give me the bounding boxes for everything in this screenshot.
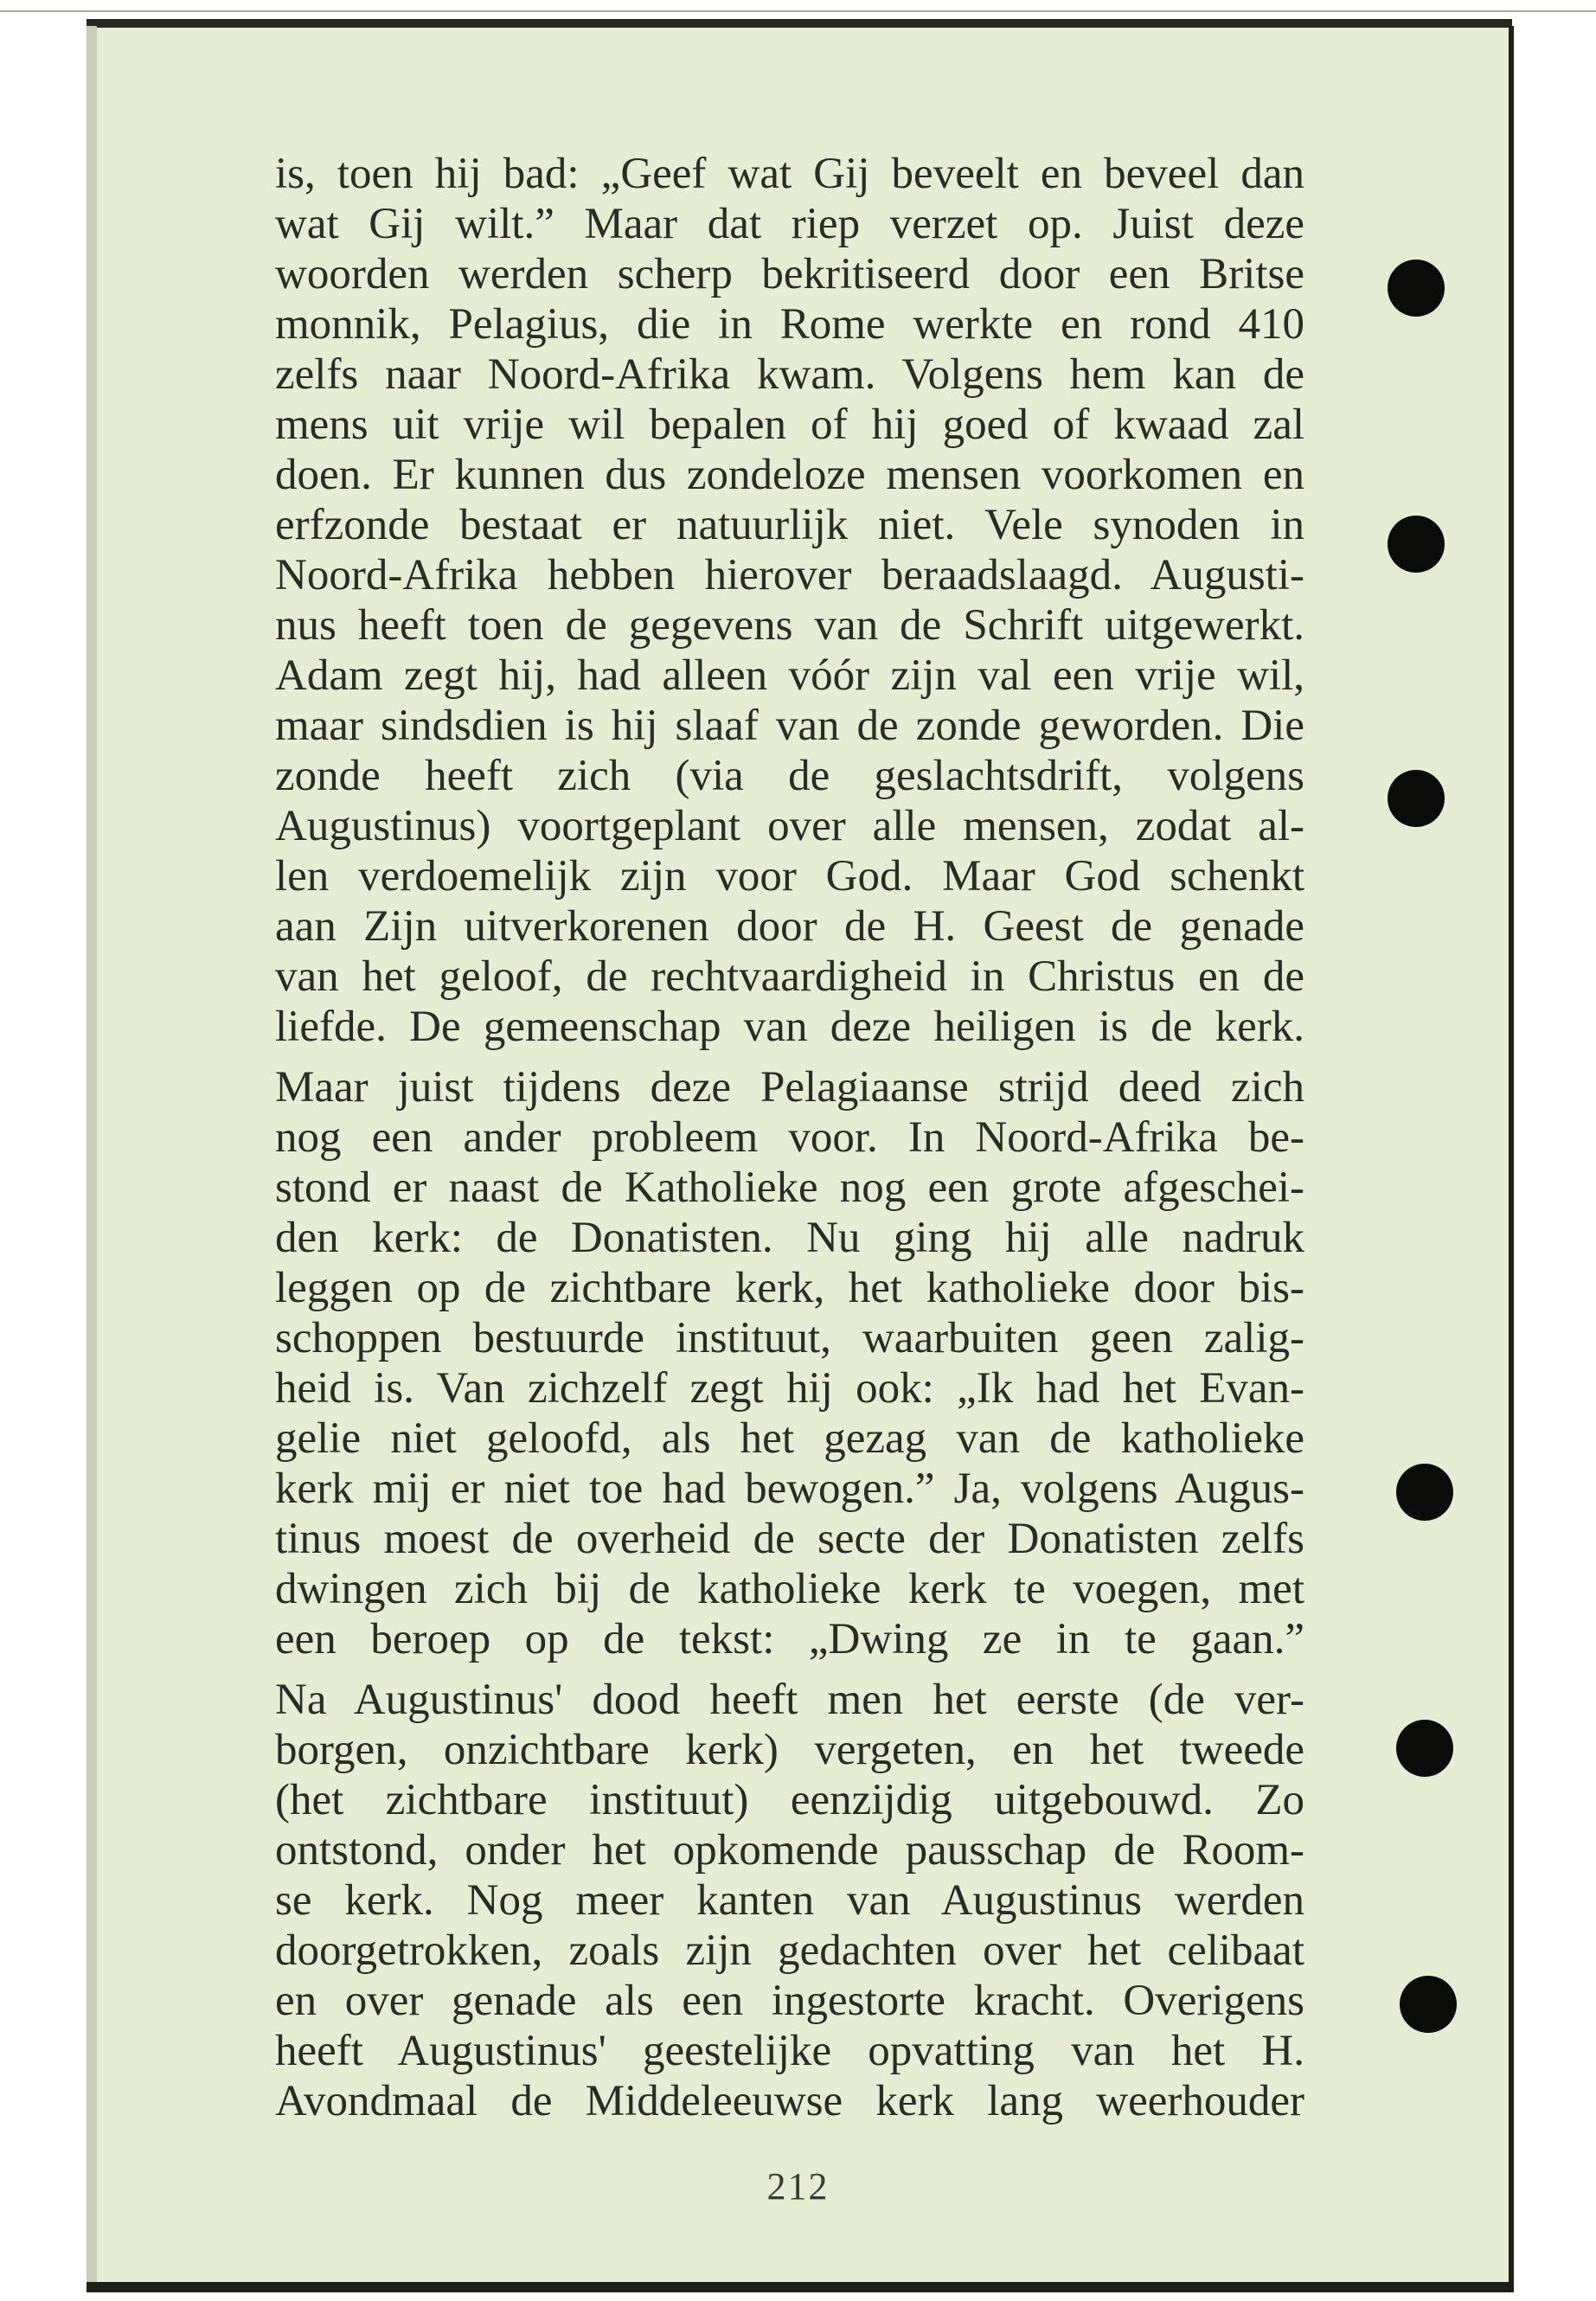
paragraph-3: Na Augustinus' dood heeft men het eerste (de ver- borgen, onzichtbare kerk) vergeten, en het tweede (het zichtbare instituut) eenzijdig uitgebouwd. Zo ontstond, onder het opkomende pausschap de Room- se kerk. Nog meer kanten van Augustinus werden doorgetrokken, zoals zijn gedachten over het celibaat en over genade als een ingestorte kracht. Overigens heeft Augustinus' geestelijke opvatting van het H. Avondmaal de Middeleeuwse kerk lang weerhouder bbox=[275, 1676, 1304, 2125]
punch-hole bbox=[1388, 516, 1445, 573]
page-bottom-edge bbox=[87, 2282, 1514, 2292]
paragraph-2: Maar juist tijdens deze Pelagiaanse strijd deed zich nog een ander probleem voor. In Noord-Afrika be- stond er naast de Katholieke nog een grote afgeschei- den kerk: de Donatisten. Nu ging hij alle nadruk leggen op de zichtbare kerk, het katholieke door bis- schoppen bestuurde instituut, waarbuiten geen zalig- heid is. Van zichzelf zegt hij ook: „Ik had het Evan- gelie niet geloofd, als het gezag van de katholieke kerk mij er niet toe had bewogen.” Ja, volgens Augus- tinus moest de overheid de secte der Donatisten zelfs dwingen zich bij de katholieke kerk te voegen, met een beroep op de tekst: „Dwing ze in te gaan.” bbox=[275, 1063, 1304, 1663]
punch-hole bbox=[1396, 1464, 1453, 1521]
punch-hole bbox=[1388, 770, 1445, 827]
scan-top-line bbox=[0, 10, 1596, 12]
page-right-edge bbox=[1509, 26, 1514, 2292]
punch-hole bbox=[1388, 260, 1445, 317]
body-text bbox=[275, 149, 1304, 2126]
punch-hole bbox=[1396, 1720, 1453, 1777]
page-left-edge bbox=[87, 26, 97, 2292]
punch-hole bbox=[1400, 1976, 1457, 2033]
page-top-edge bbox=[87, 19, 1512, 28]
page-number: 212 bbox=[766, 2165, 830, 2208]
paragraph-1: is, toen hij bad: „Geef wat Gij beveelt en beveel dan wat Gij wilt.” Maar dat riep verzet op. Juist deze woorden werden scherp bekritiseerd door een Britse monnik, Pelagius, die in Rome werkte en rond 410 zelfs naar Noord-Afrika kwam. Volgens hem kan de mens uit vrije wil bepalen of hij goed of kwaad zal doen. Er kunnen dus zondeloze mensen voorkomen en erfzonde bestaat er natuurlijk niet. Vele synoden in Noord-Afrika hebben hierover beraadslaagd. Augusti- nus heeft toen de gegevens van de Schrift uitgewerkt. Adam zegt hij, had alleen vóór zijn val een vrije wil, maar sindsdien is hij slaaf van de zonde geworden. Die zonde heeft zich (via de geslachtsdrift, volgens Augustinus) voortgeplant over alle mensen, zodat al- len verdoemelijk zijn voor God. Maar God schenkt aan Zijn uitverkorenen door de H. Geest de genade van het geloof, de rechtvaardigheid in Christus en de liefde. De gemeenschap van deze heiligen is de kerk. bbox=[275, 150, 1304, 1051]
